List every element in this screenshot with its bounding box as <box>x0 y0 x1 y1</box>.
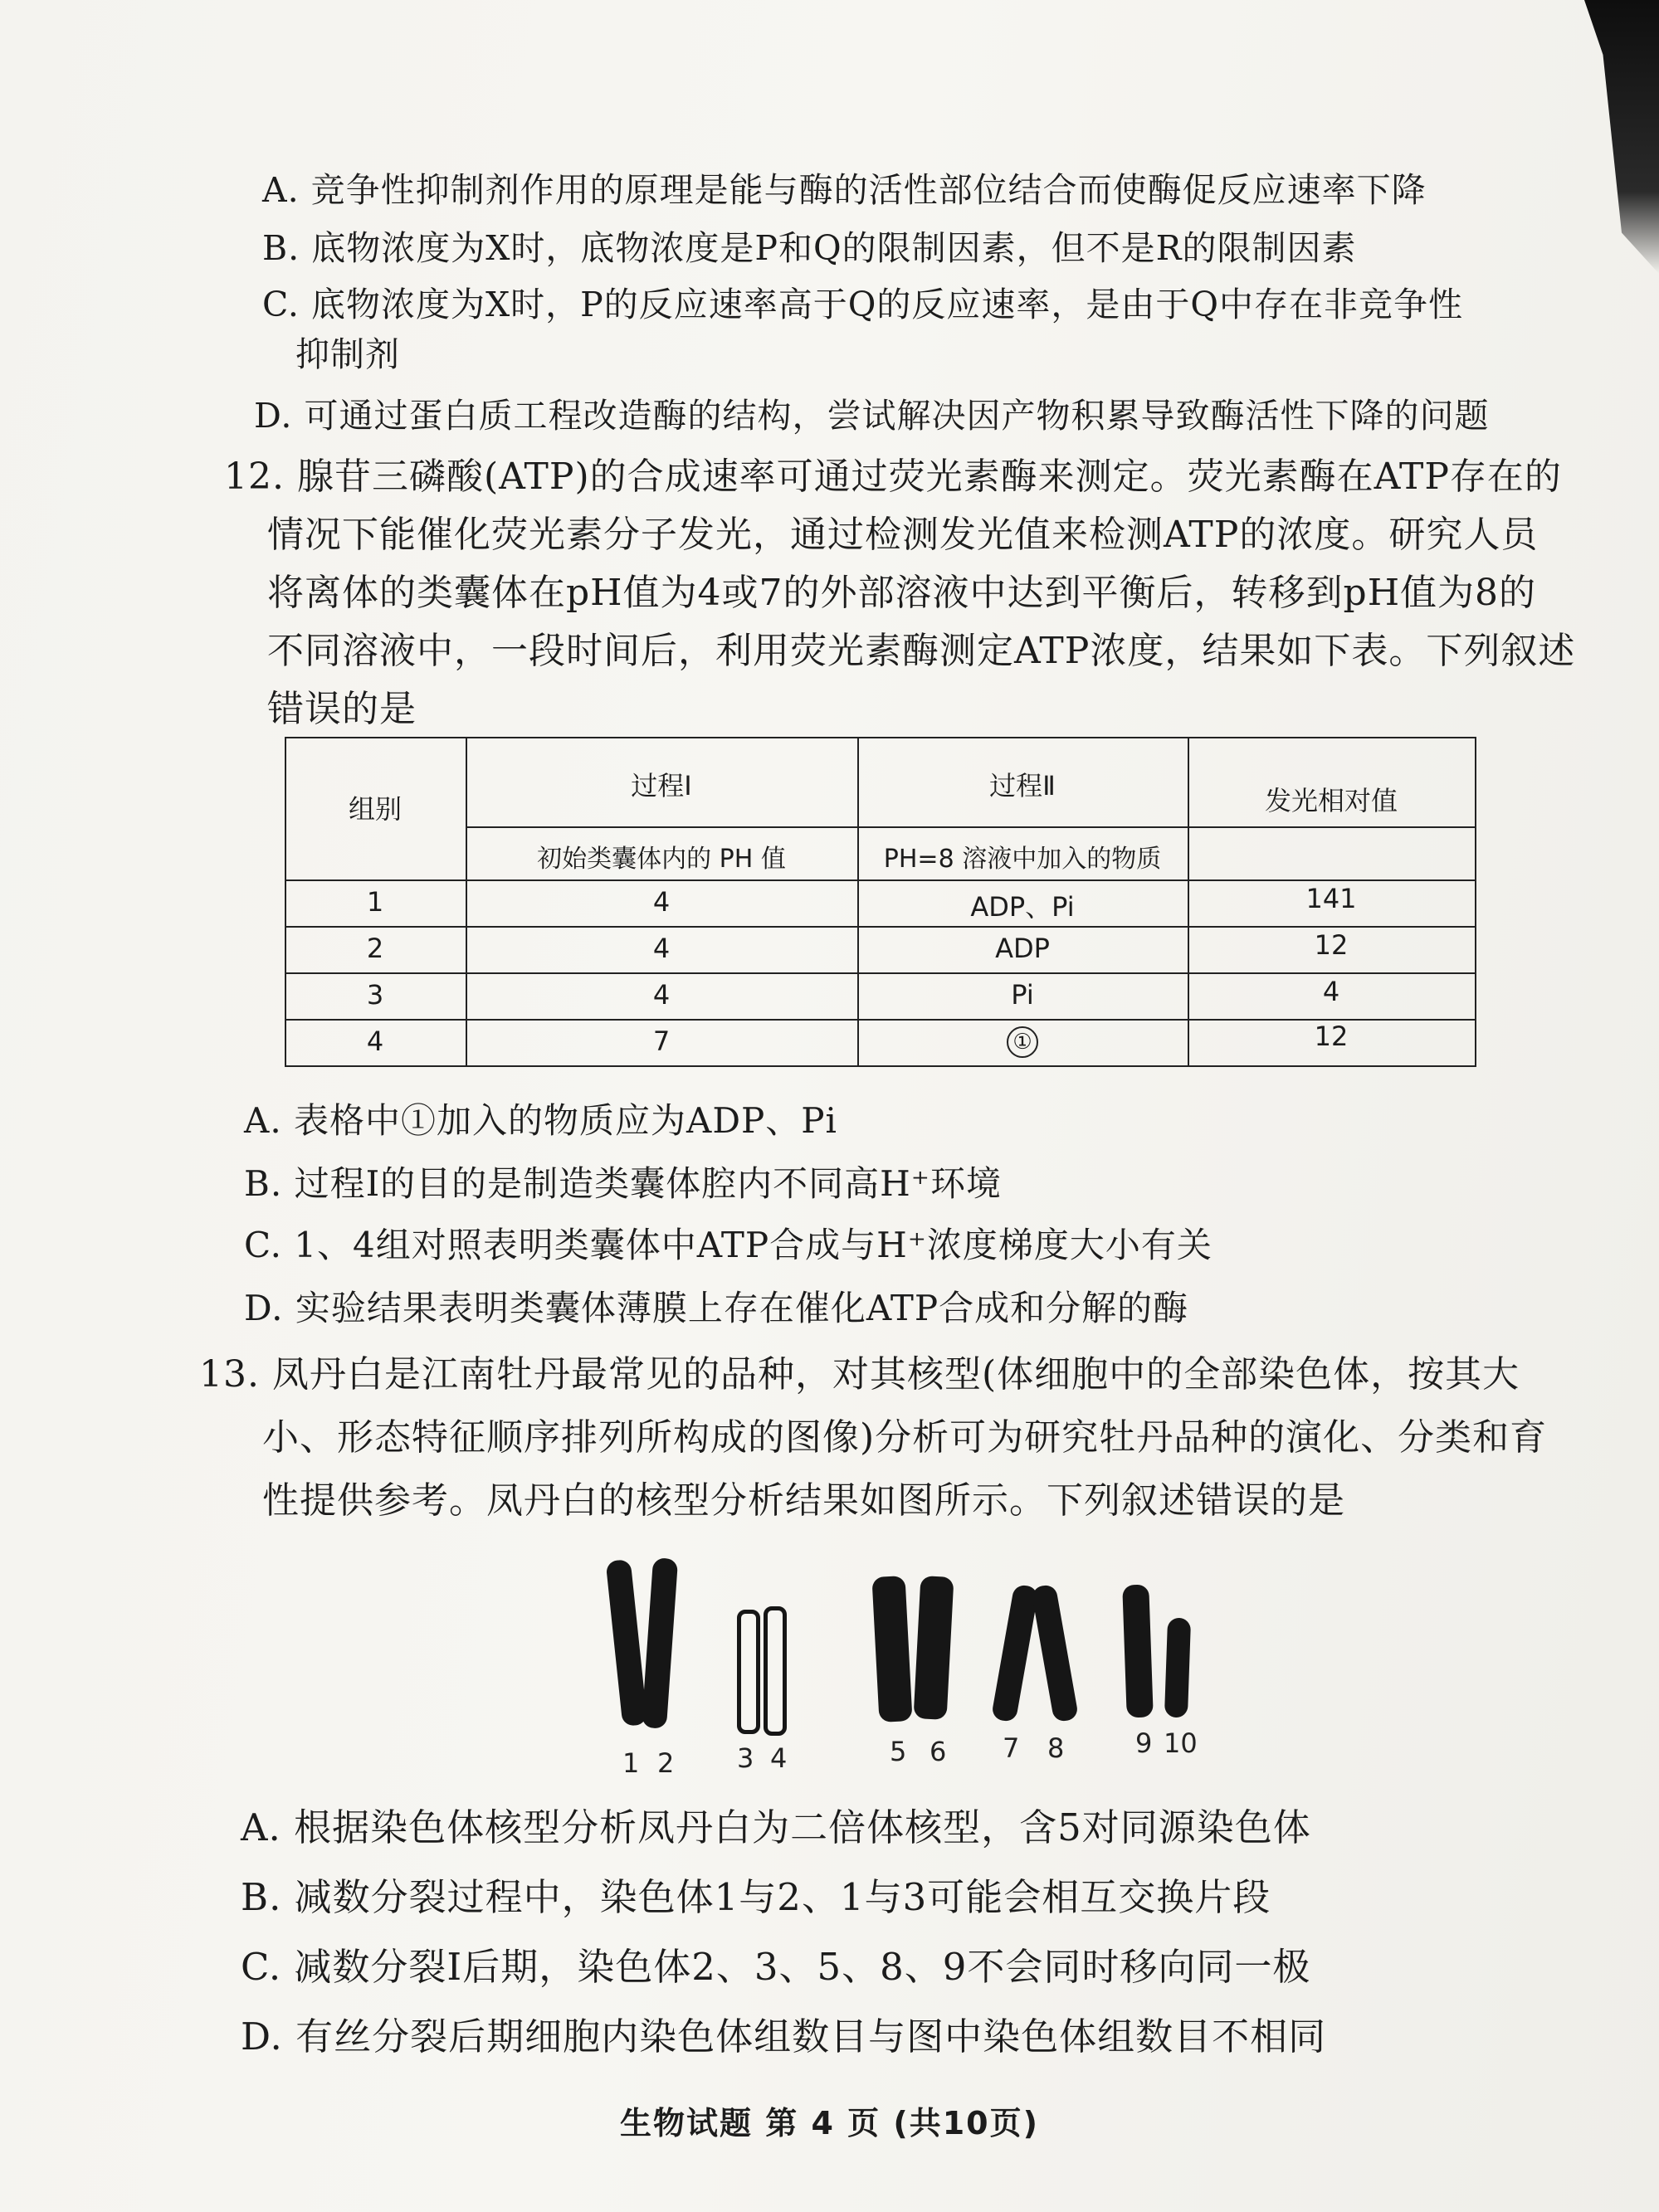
row-1-value: 141 <box>1305 883 1357 914</box>
q13-stem-line-1: 13. 凤丹白是江南牡丹最常见的品种，对其核型(体细胞中的全部染色体，按其大 <box>199 1353 1520 1396</box>
row-2-ph: 4 <box>652 933 671 964</box>
q12-option-b: B. 过程Ⅰ的目的是制造类囊体腔内不同高H⁺环境 <box>244 1163 1002 1204</box>
karyotype-figure <box>581 1552 1212 1784</box>
q11-option-a: A. 竞争性抑制剂作用的原理是能与酶的活性部位结合而使酶促反应速率下降 <box>262 170 1427 210</box>
header-process-1-sub: 初始类囊体内的 PH 值 <box>537 845 786 874</box>
karyotype-label-5: 5 <box>890 1736 907 1767</box>
q11-option-b: B. 底物浓度为X时，底物浓度是P和Q的限制因素，但不是R的限制因素 <box>262 228 1357 268</box>
row-3-ph: 4 <box>652 979 671 1011</box>
karyotype-label-9: 9 <box>1135 1727 1153 1759</box>
q12-stem-line-5: 错误的是 <box>267 688 417 730</box>
karyotype-label-8: 8 <box>1047 1732 1065 1764</box>
row-2-substance: ADP <box>995 933 1050 964</box>
row-3-value: 4 <box>1322 976 1340 1007</box>
row-1-group: 1 <box>366 886 384 918</box>
chromosome-9 <box>1122 1584 1154 1717</box>
q13-stem-line-2: 小、形态特征顺序排列所构成的图像)分析可为研究牡丹品种的演化、分类和育 <box>262 1416 1548 1459</box>
karyotype-label-1: 1 <box>622 1747 640 1779</box>
chromosome-3 <box>737 1610 760 1734</box>
q11-option-d: D. 可通过蛋白质工程改造酶的结构，尝试解决因产物积累导致酶活性下降的问题 <box>254 396 1490 436</box>
header-process-2-sub: PH=8 溶液中加入的物质 <box>883 845 1162 874</box>
q11-option-c: C. 底物浓度为X时，P的反应速率高于Q的反应速率，是由于Q中存在非竞争性 <box>262 285 1463 324</box>
row-4-group: 4 <box>366 1026 384 1057</box>
row-4-ph: 7 <box>652 1026 671 1057</box>
q12-stem-line-1: 12. 腺苷三磷酸(ATP)的合成速率可通过荧光素酶来测定。荧光素酶在ATP存在的 <box>224 456 1562 498</box>
row-2-value: 12 <box>1314 929 1349 961</box>
q13-option-a: A. 根据染色体核型分析凤丹白为二倍体核型，含5对同源染色体 <box>241 1805 1311 1849</box>
karyotype-label-3: 3 <box>737 1742 754 1774</box>
chromosome-10 <box>1164 1618 1191 1718</box>
chromosome-1 <box>606 1559 648 1727</box>
header-process-2: 过程Ⅱ <box>989 770 1056 801</box>
q12-option-d: D. 实验结果表明类囊体薄膜上存在催化ATP合成和分解的酶 <box>244 1288 1189 1328</box>
row-1-ph: 4 <box>652 886 671 918</box>
row-1-substance: ADP、Pi <box>970 891 1075 923</box>
chromosome-8 <box>1031 1584 1079 1723</box>
chromosome-2 <box>642 1557 678 1729</box>
row-2-group: 2 <box>366 933 384 964</box>
circled-one: ① <box>1007 1026 1038 1058</box>
q12-option-c: C. 1、4组对照表明类囊体中ATP合成与H⁺浓度梯度大小有关 <box>244 1225 1213 1265</box>
header-process-1: 过程Ⅰ <box>631 770 692 801</box>
row-3-group: 3 <box>366 979 384 1011</box>
q12-stem-line-3: 将离体的类囊体在pH值为4或7的外部溶液中达到平衡后，转移到pH值为8的 <box>267 572 1537 614</box>
chromosome-5 <box>871 1576 912 1722</box>
row-3-substance: Pi <box>1011 979 1034 1011</box>
header-luminescence: 发光相对值 <box>1264 785 1398 816</box>
chromosome-6 <box>914 1576 954 1720</box>
karyotype-label-2: 2 <box>657 1747 675 1779</box>
q11-option-c-cont: 抑制剂 <box>295 334 400 374</box>
karyotype-label-6: 6 <box>930 1736 947 1767</box>
q12-data-table <box>285 737 1476 1067</box>
row-4-value: 12 <box>1314 1021 1349 1052</box>
q13-option-b: B. 减数分裂过程中，染色体1与2、1与3可能会相互交换片段 <box>241 1875 1271 1919</box>
header-group: 组别 <box>348 793 402 825</box>
q12-stem-line-4: 不同溶液中，一段时间后，利用荧光素酶测定ATP浓度，结果如下表。下列叙述 <box>267 630 1576 672</box>
page-footer: 生物试题 第 4 页 (共10页) <box>620 2105 1039 2141</box>
q12-stem-line-2: 情况下能催化荧光素分子发光，通过检测发光值来检测ATP的浓度。研究人员 <box>267 514 1539 556</box>
q12-option-a: A. 表格中①加入的物质应为ADP、Pi <box>244 1100 837 1141</box>
karyotype-label-10: 10 <box>1164 1727 1198 1759</box>
row-4-substance <box>857 1024 1188 1058</box>
karyotype-label-7: 7 <box>1003 1732 1020 1764</box>
q13-option-d: D. 有丝分裂后期细胞内染色体组数目与图中染色体组数目不相同 <box>241 2015 1327 2059</box>
chromosome-7 <box>991 1584 1039 1723</box>
q13-option-c: C. 减数分裂Ⅰ后期，染色体2、3、5、8、9不会同时移向同一极 <box>241 1945 1311 1989</box>
photo-shadow <box>1535 0 1659 274</box>
chromosome-4 <box>764 1606 787 1736</box>
q13-stem-line-3: 性提供参考。凤丹白的核型分析结果如图所示。下列叙述错误的是 <box>262 1479 1345 1522</box>
karyotype-label-4: 4 <box>770 1742 788 1774</box>
